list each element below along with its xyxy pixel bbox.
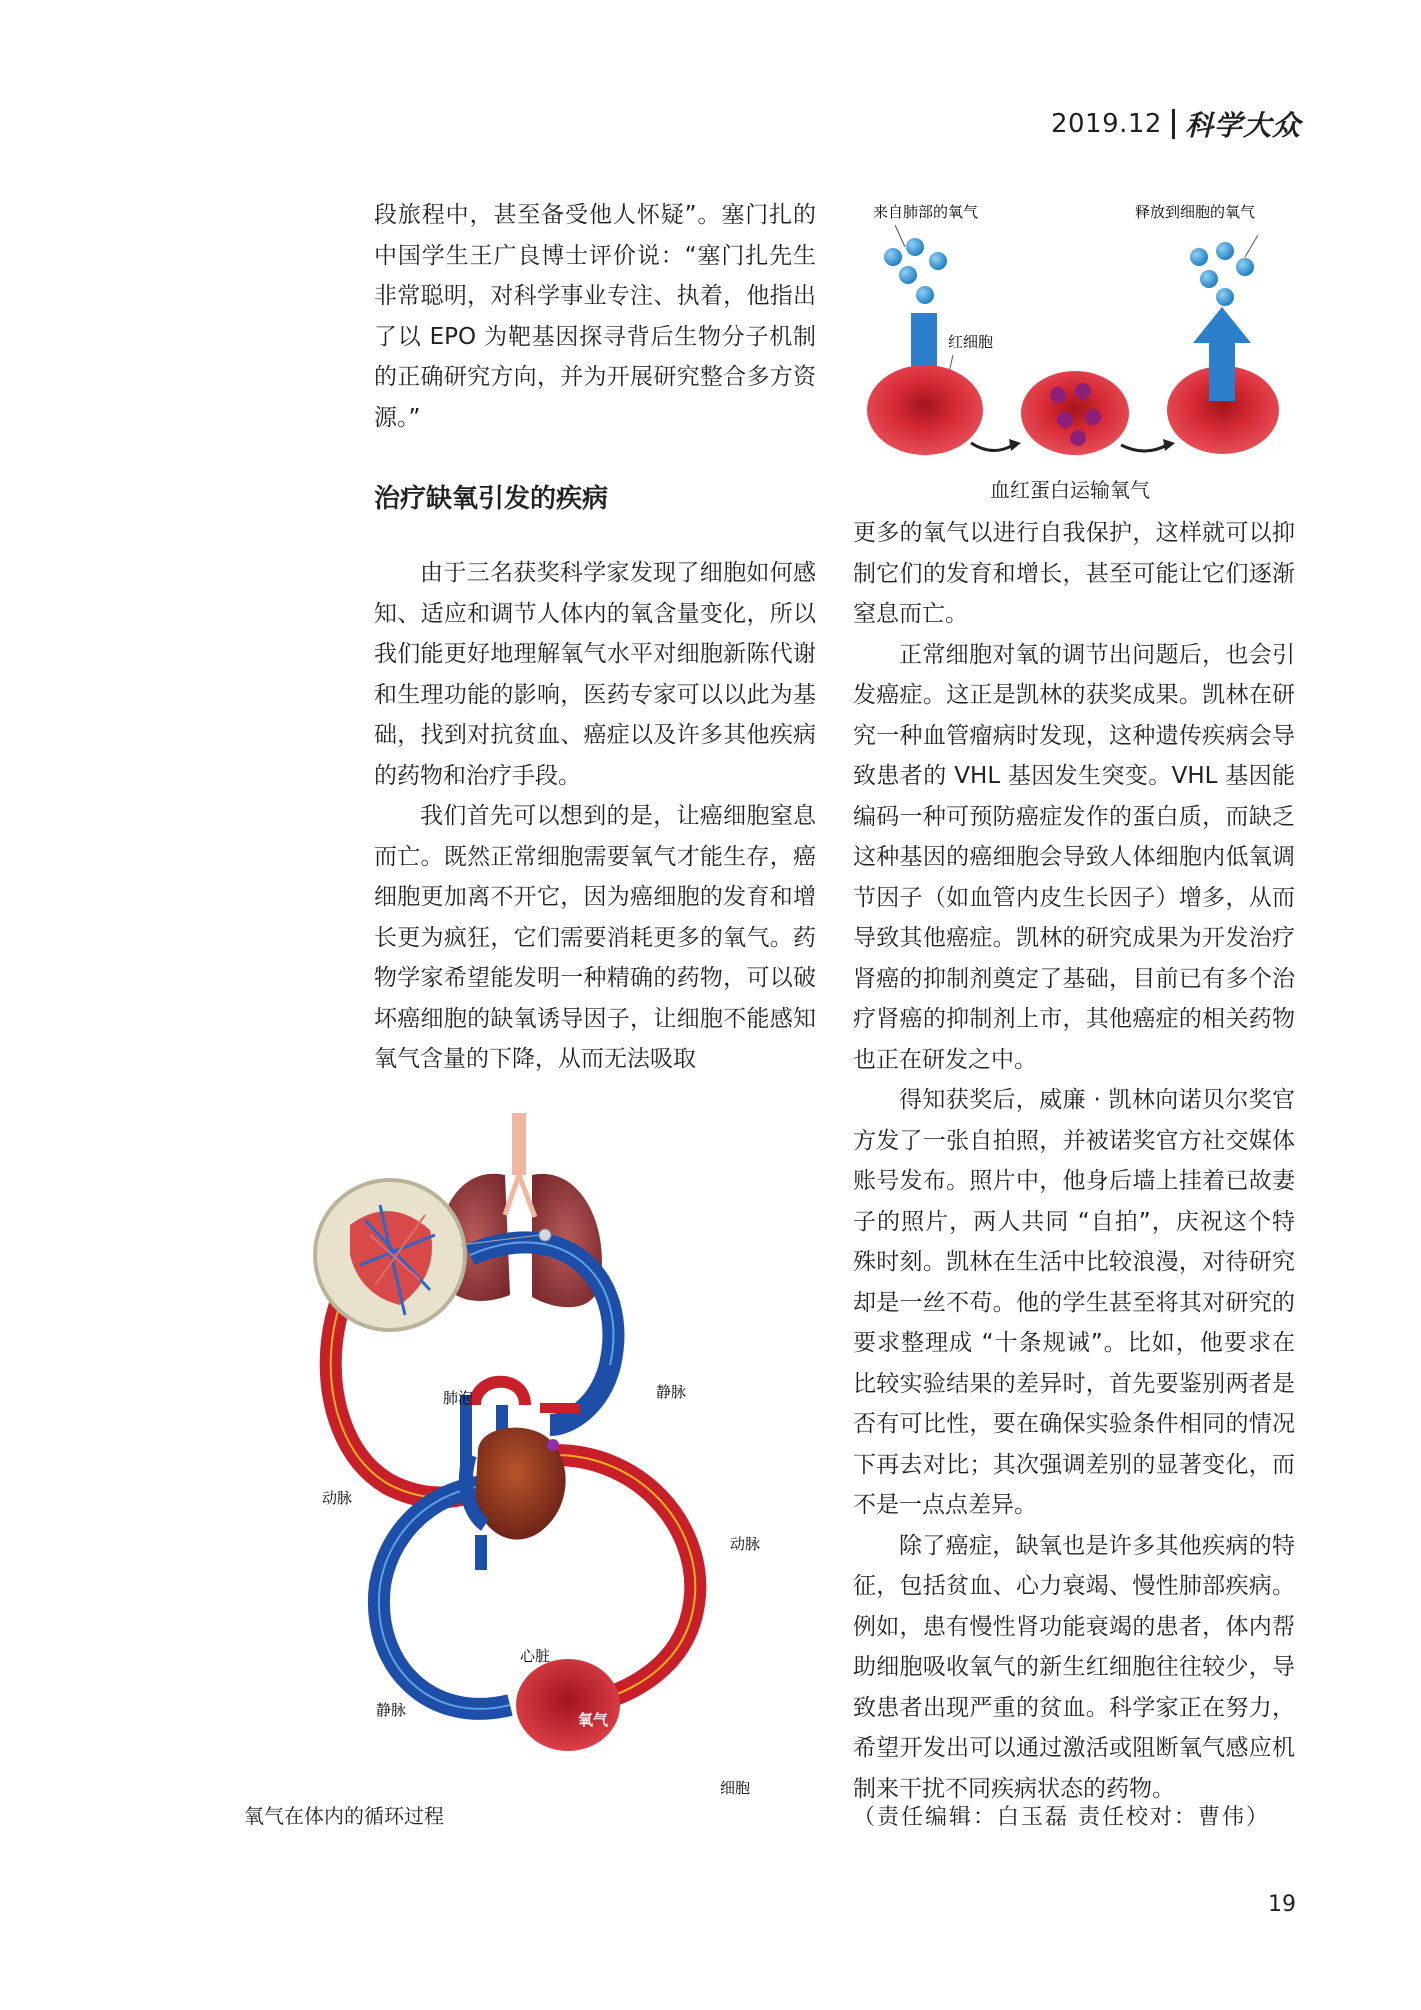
paragraph: 更多的氧气以进行自我保护，这样就可以抑制它们的发育和增长，甚至可能让它们逐渐窒息而亡。 xyxy=(853,520,1295,627)
left-column-top xyxy=(374,195,816,438)
label-vein-bottom: 静脉 xyxy=(376,1701,407,1719)
label-from-lungs: 来自肺部的氧气 xyxy=(873,203,979,221)
section-heading: 治疗缺氧引发的疾病 xyxy=(374,484,609,514)
label-alveoli: 肺泡 xyxy=(443,1389,474,1407)
oxygen-molecules-right xyxy=(1190,235,1258,306)
page-number: 19 xyxy=(1268,1892,1296,1917)
label-carbon-dioxide: 二氧化碳 xyxy=(520,1753,581,1771)
label-artery-left: 动脉 xyxy=(322,1489,353,1507)
paragraph: 我们首先可以想到的是，让癌细胞窒息而亡。既然正常细胞需要氧气才能生存，癌细胞更加离不开它，因为癌细胞的发育和增长更为疯狂，它们需要消耗更多的氧气。药物学家希望能发明一种精确的药物，可以破坏癌细胞的缺氧诱导因子，让细胞不能感知氧气含量的下降，从而无法吸取 xyxy=(374,803,816,1072)
figure-caption-circulation: 氧气在体内的循环过程 xyxy=(244,1804,444,1828)
paragraph: 由于三名获奖科学家发现了细胞如何感知、适应和调节人体内的氧含量变化，所以我们能更好地理解氧气水平对细胞新陈代谢和生理功能的影响，医药专家可以以此为基础，找到对抗贫血、癌症以及许多其他疾病的药物和治疗手段。 xyxy=(374,560,816,789)
label-vein-top: 静脉 xyxy=(656,1383,687,1401)
label-oxygen: 氧气 xyxy=(578,1711,609,1729)
connector-arrow xyxy=(1121,445,1167,451)
label-red-blood-cell: 红细胞 xyxy=(948,333,994,351)
red-blood-cell xyxy=(516,1659,620,1751)
alveoli-magnifier xyxy=(315,1180,551,1330)
editor-credit: （责任编辑：白玉磊 责任校对：曹伟） xyxy=(853,1805,1270,1830)
page-header xyxy=(1051,104,1301,144)
paragraph: 得知获奖后，威廉 · 凯林向诺贝尔奖官方发了一张自拍照，并被诺奖官方社交媒体账号发布。照片中，他身后墙上挂着已故妻子的照片，两人共同 “自拍”，庆祝这个特殊时刻。凯林在生活中比较浪漫，对待研究却是一丝不苟。他的学生甚至将其对研究的要求整理成 “十条规诫”。比如，他要求在比较实验结果的差异时，首先要鉴别两者是否有可比性，要在确保实验条件相同的情况下再去对比；其次强调差别的显著变化，而不是一点点差异。 xyxy=(853,1087,1295,1518)
heart-icon xyxy=(460,1382,580,1570)
magazine-logo: 科学大众 xyxy=(1184,109,1301,142)
issue-date: 2019.12 xyxy=(1050,109,1162,139)
red-blood-cell-left xyxy=(867,365,983,455)
header-divider xyxy=(1172,109,1175,139)
paragraph: 正常细胞对氧的调节出问题后，也会引发癌症。这正是凯林的获奖成果。凯林在研究一种血管瘤病时发现，这种遗传疾病会导致患者的 VHL 基因发生突变。VHL 基因能编码一种可预防癌症发作的蛋白质，而缺乏这种基因的癌细胞会导致人体细胞内低氧调节因子（如血管内皮生长因子）增多，从而导致其他癌症。凯林的研究成果为开发治疗肾癌的抑制剂奠定了基础，目前已有多个治疗肾癌的抑制剂上市，其他癌症的相关药物也正在研发之中。 xyxy=(853,641,1295,1073)
paragraph: 段旅程中，甚至备受他人怀疑”。塞门扎的中国学生王广良博士评价说：“塞门扎先生非常聪明，对科学事业专注、执着，他指出了以 EPO 为靶基因探寻背后生物分子机制的正确研究方向，并为开展研究整合多方资源。” xyxy=(374,202,816,431)
label-release-to-cells: 释放到细胞的氧气 xyxy=(1135,203,1256,221)
label-artery-right: 动脉 xyxy=(729,1535,760,1553)
right-column xyxy=(853,513,1295,1809)
circulation-illustration xyxy=(310,1105,810,1795)
label-heart: 心脏 xyxy=(520,1647,551,1665)
left-column-main xyxy=(374,553,816,1080)
paragraph: 除了癌症，缺氧也是许多其他疾病的特征，包括贫血、心力衰竭、慢性肺部疾病。例如，患有慢性肾功能衰竭的患者，体内帮助细胞吸收氧气的新生红细胞往往较少，导致患者出现严重的贫血。科学家正在努力，希望开发出可以通过激活或阻断氧气感应机制来干扰不同疾病状态的药物。 xyxy=(853,1532,1295,1802)
figure-caption-hemoglobin: 血红蛋白运输氧气 xyxy=(990,478,1150,502)
label-cell: 细胞 xyxy=(719,1779,750,1795)
oxygen-molecules-left xyxy=(884,225,947,304)
connector-arrow xyxy=(971,443,1013,451)
hemoglobin-illustration xyxy=(853,195,1293,465)
